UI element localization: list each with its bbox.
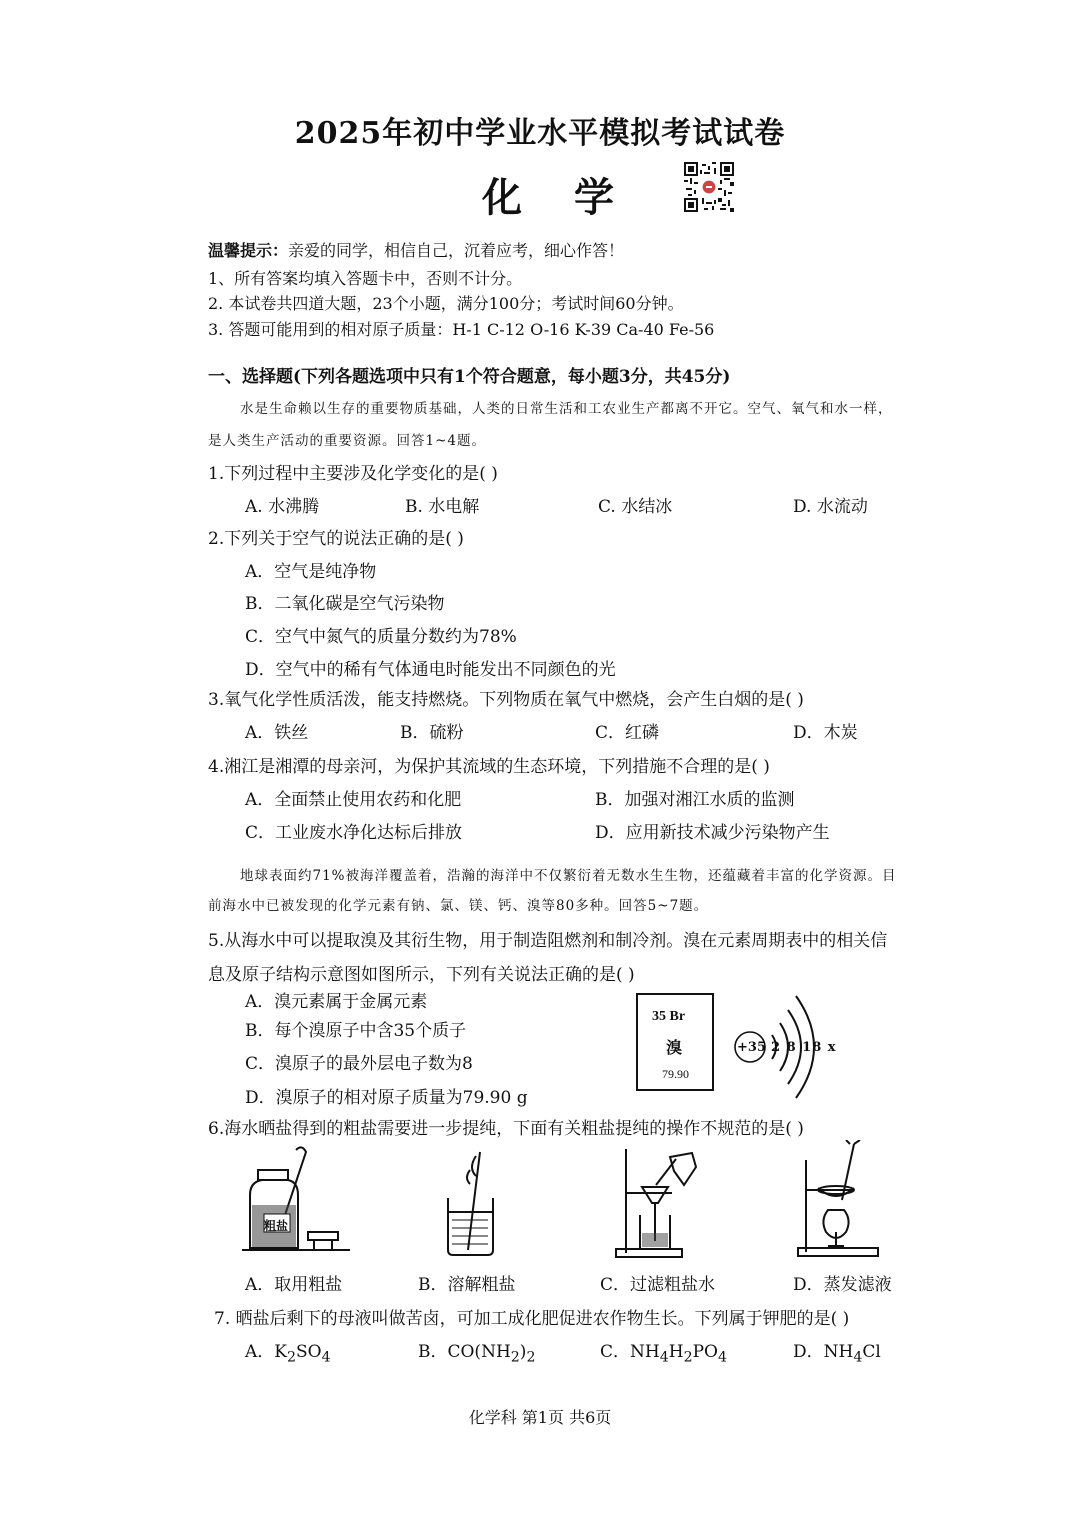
q7-option-d: D．$NH_4Cl$ (793, 1342, 881, 1366)
q7-option-c: C．$NH_4H_2PO_4$ (600, 1342, 727, 1366)
q4-option-d: D．应用新技术减少污染物产生 (595, 823, 830, 843)
q4-option-a: A．全面禁止使用农药和化肥 (245, 790, 462, 810)
tips-label: 温馨提示： (208, 241, 289, 260)
figure-take-salt (240, 1140, 355, 1260)
element-mass: 79.90 (662, 1067, 689, 1081)
intro-1-line-2: 是人类生产活动的重要资源。回答1~4题。 (208, 433, 486, 449)
element-number-symbol: 35 Br (652, 1009, 686, 1024)
tips-text: 亲爱的同学，相信自己，沉着应考，细心作答！ (288, 241, 625, 260)
subject-title: 化学 (482, 174, 666, 221)
q5-option-a: A．溴元素属于金属元素 (245, 992, 428, 1012)
q5-option-d: D．溴原子的相对原子质量为79.90 g (245, 1088, 528, 1108)
q1-stem: 1.下列过程中主要涉及化学变化的是( ) (208, 464, 498, 484)
q2-option-b: B．二氧化碳是空气污染物 (245, 594, 445, 614)
q6-stem: 6.海水晒盐得到的粗盐需要进一步提纯，下面有关粗盐提纯的操作不规范的是( ) (208, 1119, 804, 1139)
q6-option-a: A．取用粗盐 (245, 1275, 343, 1295)
q7-option-a: A．$K_2SO_4$ (245, 1342, 331, 1366)
q2-option-d: D．空气中的稀有气体通电时能发出不同颜色的光 (245, 660, 616, 680)
q2-stem: 2.下列关于空气的说法正确的是( ) (208, 529, 464, 549)
intro-2-line-1: 地球表面约71%被海洋覆盖着，浩瀚的海洋中不仅繁衍着无数水生生物，还蕴藏着丰富的化学资源。目 (240, 868, 897, 884)
figure-evaporate-filtrate (796, 1140, 886, 1262)
q5-stem-line-2: 息及原子结构示意图如图所示，下列有关说法正确的是( ) (208, 965, 635, 985)
q1-option-c: C. 水结冰 (598, 497, 673, 517)
tips-header (208, 238, 624, 261)
q6-option-c: C．过滤粗盐水 (600, 1275, 716, 1295)
q7-stem: 7. 晒盐后剩下的母液叫做苦卤，可加工成化肥促进农作物生长。下列属于钾肥的是( ) (214, 1309, 850, 1329)
q3-option-c: C．红磷 (595, 723, 660, 743)
q7-option-b: B．$CO(NH_2)_2$ (418, 1342, 536, 1366)
q5-option-b: B．每个溴原子中含35个质子 (245, 1021, 467, 1041)
intro-2-line-2: 前海水中已被发现的化学元素有钠、氯、镁、钙、溴等80多种。回答5~7题。 (208, 898, 709, 914)
exam-title: 2025年初中学业水平模拟考试试卷 (294, 116, 786, 151)
tip-item-2: 2. 本试卷共四道大题，23个小题，满分100分；考试时间60分钟。 (208, 294, 684, 313)
intro-1-line-1: 水是生命赖以生存的重要物质基础，人类的日常生活和工农业生产都离不开它。空气、氧气和水一样， (240, 401, 893, 417)
atom-nucleus-label: +35 (737, 1040, 766, 1055)
figure-dissolve-salt (438, 1150, 508, 1260)
q4-option-b: B．加强对湘江水质的监测 (595, 790, 795, 810)
qr-code-icon (684, 162, 734, 212)
q2-option-c: C．空气中氮气的质量分数约为78% (245, 627, 517, 647)
q4-option-c: C．工业废水净化达标后排放 (245, 823, 463, 843)
tip-item-1: 1、所有答案均填入答题卡中，否则不计分。 (208, 269, 523, 288)
q5-option-c: C．溴原子的最外层电子数为8 (245, 1054, 473, 1074)
q3-option-a: A．铁丝 (245, 723, 309, 743)
q3-option-d: D．木炭 (793, 723, 858, 743)
q3-stem: 3.氧气化学性质活泼，能支持燃烧。下列物质在氧气中燃烧，会产生白烟的是( ) (208, 690, 804, 710)
q2-option-a: A．空气是纯净物 (245, 562, 377, 582)
page-footer: 化学科 第1页 共6页 (468, 1408, 612, 1427)
q1-option-d: D. 水流动 (793, 497, 868, 517)
q1-option-a: A. 水沸腾 (245, 497, 320, 517)
figure-filter-salt-water (612, 1145, 712, 1263)
q4-stem: 4.湘江是湘潭的母亲河，为保护其流域的生态环境，下列措施不合理的是( ) (208, 757, 770, 777)
jar-label: 粗盐 (264, 1219, 289, 1233)
q3-option-b: B．硫粉 (400, 723, 464, 743)
q5-stem-line-1: 5.从海水中可以提取溴及其衍生物，用于制造阻燃剂和制冷剂。溴在元素周期表中的相关信 (208, 931, 888, 951)
section-heading: 一、选择题(下列各题选项中只有1个符合题意，每小题3分，共45分) (208, 367, 731, 387)
tip-item-3: 3. 答题可能用到的相对原子质量：H-1 C-12 O-16 K-39 Ca-40 Fe-56 (208, 320, 715, 339)
q6-option-b: B．溶解粗盐 (418, 1275, 516, 1295)
element-name: 溴 (666, 1040, 683, 1057)
q6-option-d: D．蒸发滤液 (793, 1275, 892, 1295)
atom-shells-label: 2 8 18 x (771, 1040, 837, 1055)
element-card (636, 993, 714, 1091)
q1-option-b: B. 水电解 (405, 497, 480, 517)
